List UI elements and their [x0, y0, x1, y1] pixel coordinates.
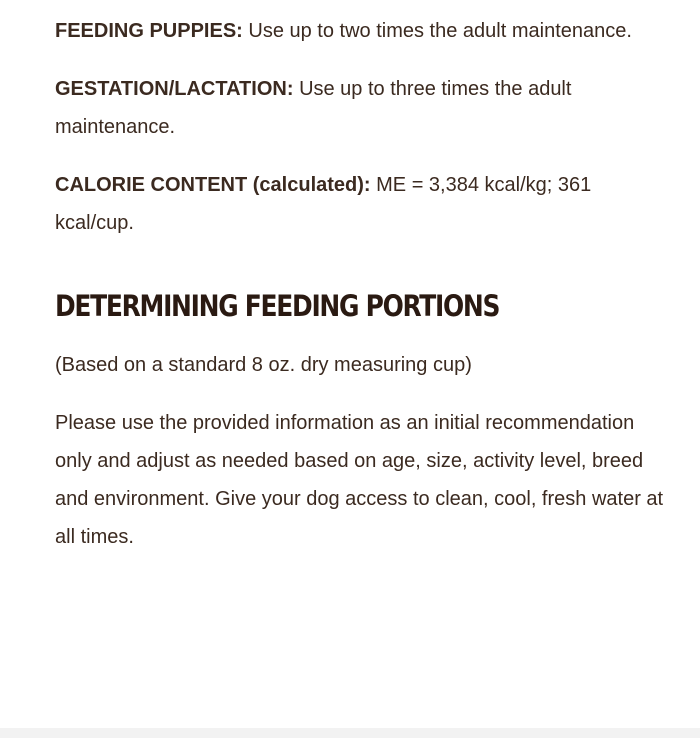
feeding-portions-heading: DETERMINING FEEDING PORTIONS — [55, 289, 500, 323]
feeding-guidance-paragraph: Please use the provided information as an initial recommendation only and adjust as needed based on age, size, activity level, breed and environment. Give your dog access to clean, cool, fresh water at all times. — [55, 412, 664, 548]
product-feeding-content — [55, 12, 675, 556]
gestation-lactation-paragraph — [55, 70, 675, 146]
gestation-lactation-label: GESTATION/LACTATION: — [55, 78, 294, 100]
measuring-cup-note: (Based on a standard 8 oz. dry measuring cup) — [55, 354, 472, 376]
feeding-puppies-text: Use up to two times the adult maintenance. — [248, 20, 632, 42]
feeding-puppies-paragraph — [55, 12, 675, 50]
feeding-puppies-label: FEEDING PUPPIES: — [55, 20, 243, 42]
gestation-lactation-text: Use up to three times the adult maintenance. — [55, 78, 572, 138]
calorie-content-paragraph — [55, 166, 675, 242]
calorie-content-label: CALORIE CONTENT (calculated): — [55, 174, 371, 196]
calorie-content-text: ME = 3,384 kcal/kg; 361 kcal/cup. — [55, 174, 592, 234]
footer-divider — [0, 728, 700, 738]
